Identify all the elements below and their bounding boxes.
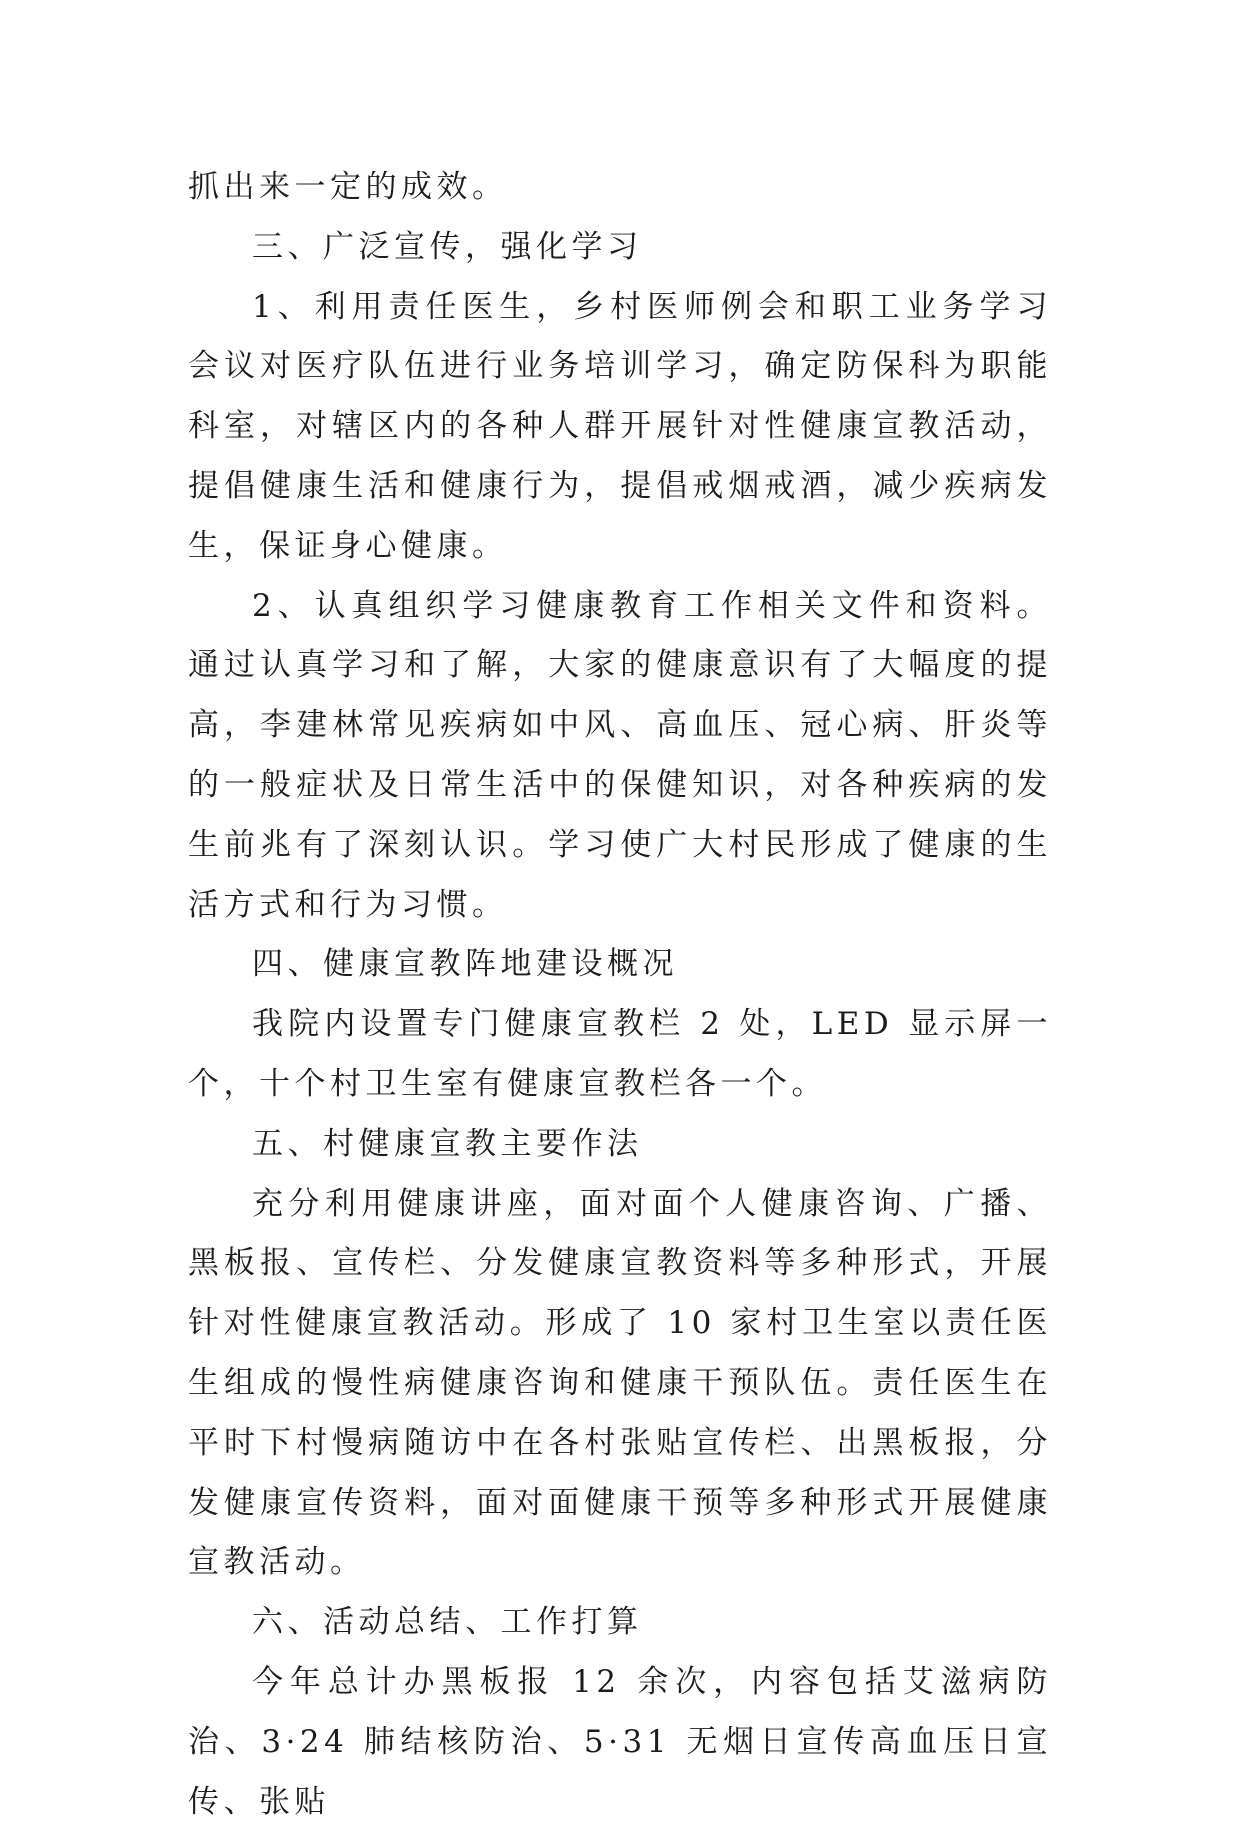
paragraph-item-2: 2、认真组织学习健康教育工作相关文件和资料。通过认真学习和了解，大家的健康意识有了大幅度的提高，李建林常见疾病如中风、高血压、冠心病、肝炎等的一般症状及日常生活中的保健知识，对各种疾病的发生前兆有了深刻认识。学习使广大村民形成了健康的生活方式和行为习惯。 [188,587,1052,923]
paragraph-facilities: 我院内设置专门健康宣教栏 2 处，LED 显示屏一个，十个村卫生室有健康宣教栏各一个。 [188,1006,1052,1102]
paragraph-item-1: 1、利用责任医生，乡村医师例会和职工业务学习会议对医疗队伍进行业务培训学习，确定防保科为职能科室，对辖区内的各种人群开展针对性健康宣教活动，提倡健康生活和健康行为，提倡戒烟戒酒，减少疾病发生，保证身心健康。 [188,288,1052,564]
paragraph-summary: 今年总计办黑板报 12 余次，内容包括艾滋病防治、3·24 肺结核防治、5·31 无烟日宣传高血压日宣传、张贴 [188,1663,1052,1820]
paragraph-methods: 充分利用健康讲座，面对面个人健康咨询、广播、黑板报、宣传栏、分发健康宣教资料等多种形式，开展针对性健康宣教活动。形成了 10 家村卫生室以责任医生组成的慢性病健康咨询和健康干预队伍。责任医生在平时下村慢病随访中在各村张贴宣传栏、出黑板报，分发健康宣传资料，面对面健康干预等多种形式开展健康宣教活动。 [188,1185,1052,1581]
section-heading-5: 五、村健康宣教主要作法 [252,1125,643,1162]
paragraph-continuation: 抓出来一定的成效。 [188,169,508,205]
section-heading-4: 四、健康宣教阵地建设概况 [252,946,678,983]
document-body [188,158,1052,1832]
section-heading-6: 六、活动总结、工作打算 [252,1604,643,1641]
section-heading-3: 三、广泛宣传，强化学习 [252,228,643,265]
